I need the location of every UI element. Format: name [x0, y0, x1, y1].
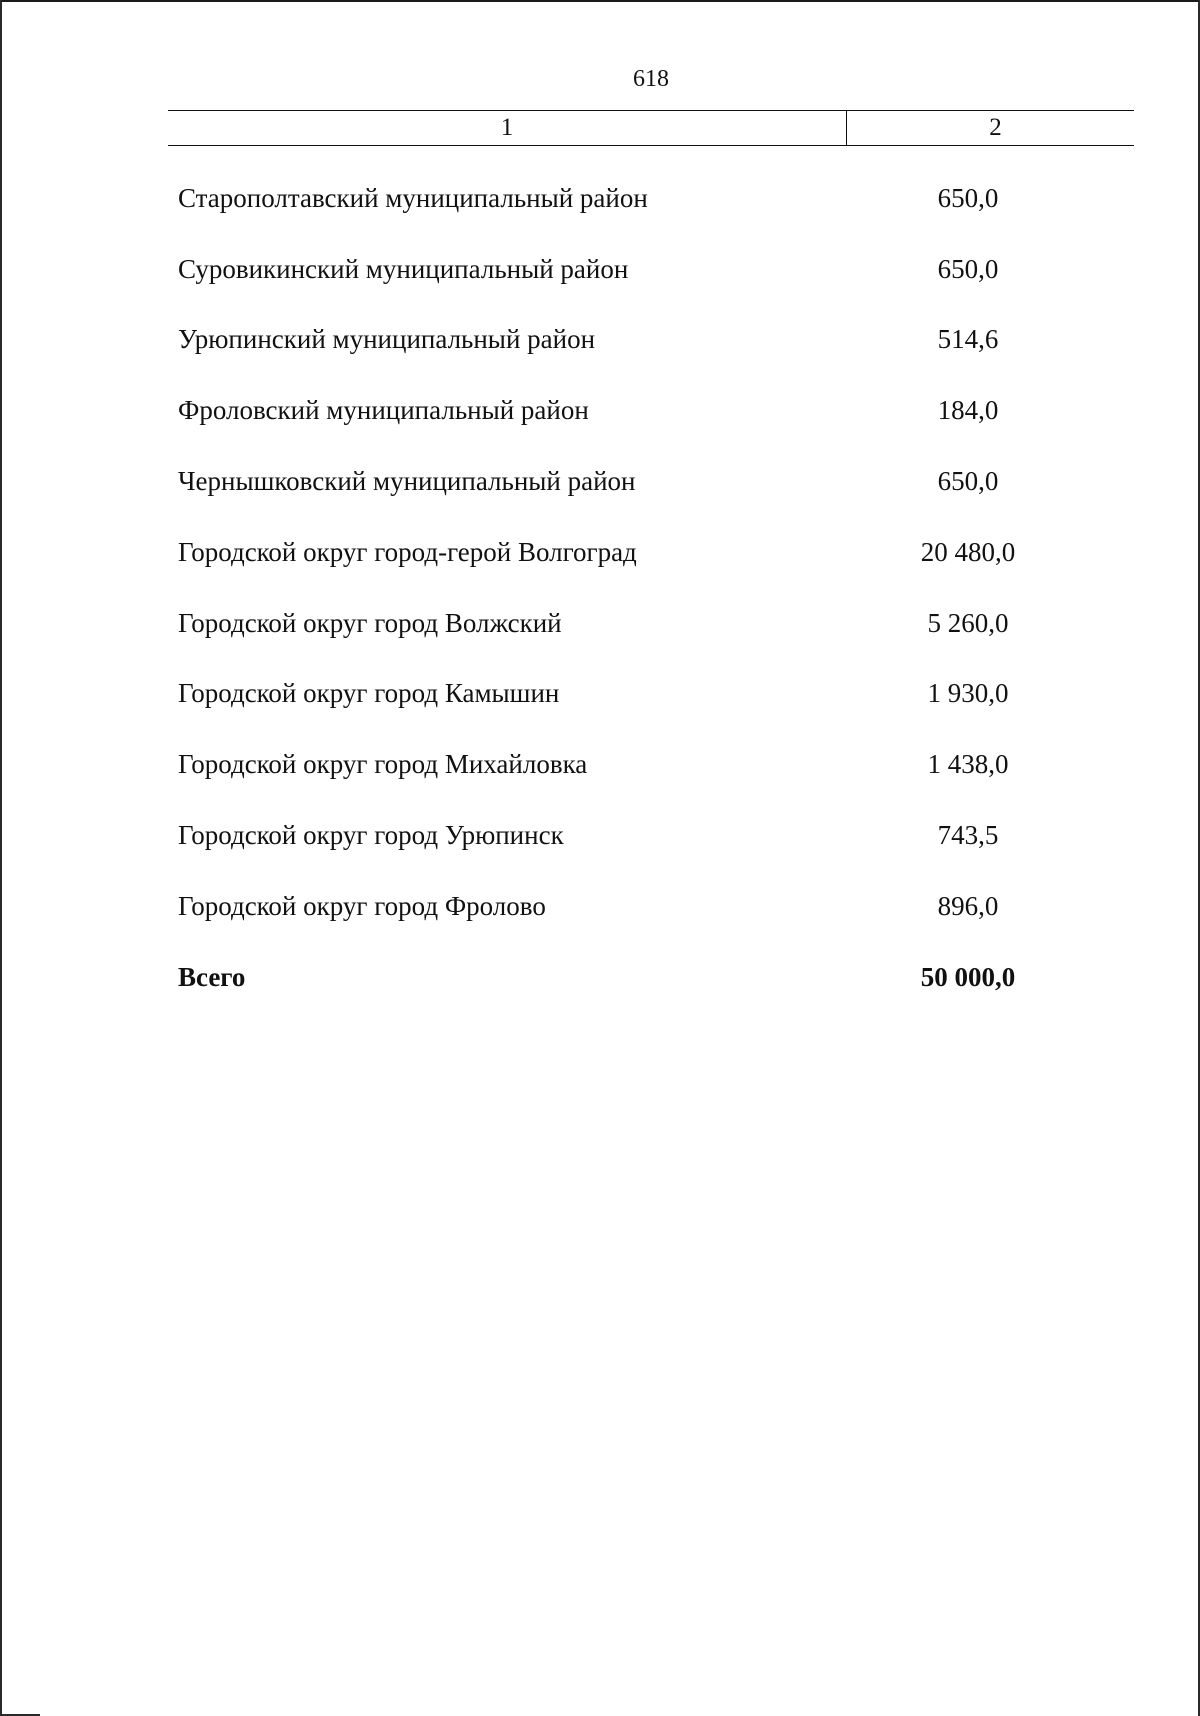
allocation-value: 650,0: [937, 466, 999, 497]
table-header: [168, 110, 1134, 146]
allocation-value: 1 438,0: [927, 749, 1009, 780]
allocation-value: 184,0: [937, 395, 999, 426]
scan-edge-left: [0, 0, 2, 1716]
municipality-name: Городской округ город-герой Волгоград: [178, 536, 637, 567]
allocation-value: 743,5: [937, 820, 999, 851]
municipality-name: Чернышковский муниципальный район: [178, 466, 636, 497]
total-value: 50 000,0: [920, 961, 1016, 992]
municipality-name: Городской округ город Камышин: [178, 678, 560, 709]
allocation-value: 20 480,0: [920, 536, 1016, 567]
municipality-name: Урюпинский муниципальный район: [178, 324, 596, 355]
allocation-table-body: [178, 163, 1078, 1013]
municipality-name: Фроловский муниципальный район: [178, 395, 589, 426]
header-column-1: 1: [168, 111, 847, 145]
header-column-2: 2: [989, 114, 1002, 141]
allocation-value: 650,0: [937, 253, 999, 284]
table-row: [178, 871, 1078, 942]
allocation-value: 5 260,0: [927, 607, 1009, 638]
allocation-value: 1 930,0: [927, 678, 1009, 709]
table-row: [178, 446, 1078, 517]
table-row: [178, 800, 1078, 871]
table-row: [178, 234, 1078, 305]
table-row: [178, 305, 1078, 376]
table-row: [178, 729, 1078, 800]
allocation-value: 650,0: [937, 182, 999, 213]
total-label: Всего: [178, 961, 246, 992]
allocation-value: 514,6: [937, 324, 999, 355]
allocation-value: 896,0: [937, 890, 999, 921]
municipality-name: Суровикинский муниципальный район: [178, 253, 629, 284]
municipality-name: Старополтавский муниципальный район: [178, 182, 648, 213]
municipality-name: Городской округ город Урюпинск: [178, 820, 564, 851]
municipality-name: Городской округ город Фролово: [178, 890, 546, 921]
table-row: [178, 375, 1078, 446]
page-number: 618: [633, 66, 669, 92]
table-row: [178, 517, 1078, 588]
municipality-name: Городской округ город Михайловка: [178, 749, 588, 780]
total-row: [178, 942, 1078, 1013]
table-row: [178, 659, 1078, 730]
municipality-name: Городской округ город Волжский: [178, 607, 562, 638]
table-row: [178, 163, 1078, 234]
scan-edge-top: [0, 0, 1200, 2]
table-row: [178, 588, 1078, 659]
